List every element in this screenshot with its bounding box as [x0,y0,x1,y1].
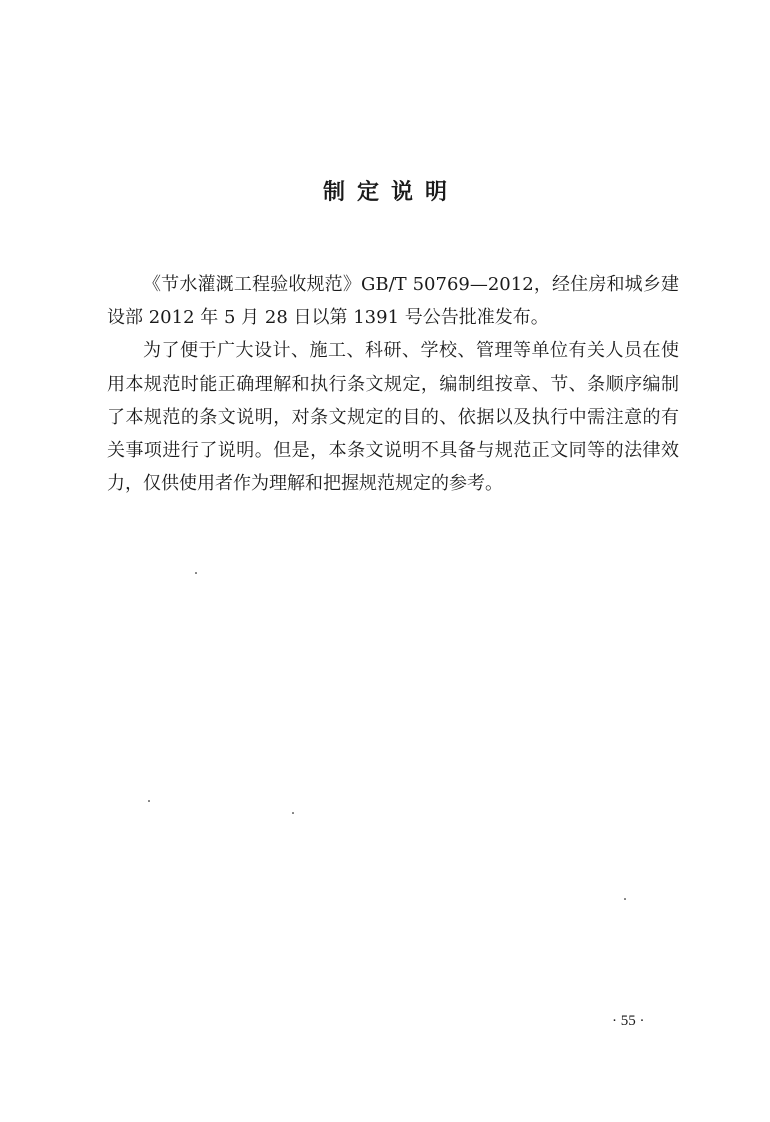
scan-speck [148,800,150,802]
page-title: 制定说明 [322,180,459,205]
scan-speck [195,572,197,574]
page-number: · 55 · [612,1013,645,1029]
scan-speck [292,812,294,814]
body-text [107,268,679,500]
paragraph-purpose: 为了便于广大设计、施工、科研、学校、管理等单位有关人员在使用本规范时能正确理解和执行条文规定，编制组按章、节、条顺序编制了本规范的条文说明，对条文规定的目的、依据以及执行中需注意的有关事项进行了说明。但是，本条文说明不具备与规范正文同等的法律效力，仅供使用者作为理解和把握规范规定的参考。 [107,340,679,495]
scan-speck [624,898,626,900]
paragraph-publication: 《节水灌溉工程验收规范》GB/T 50769—2012，经住房和城乡建设部 2012 年 5 月 28 日以第 1391 号公告批准发布。 [107,274,679,329]
